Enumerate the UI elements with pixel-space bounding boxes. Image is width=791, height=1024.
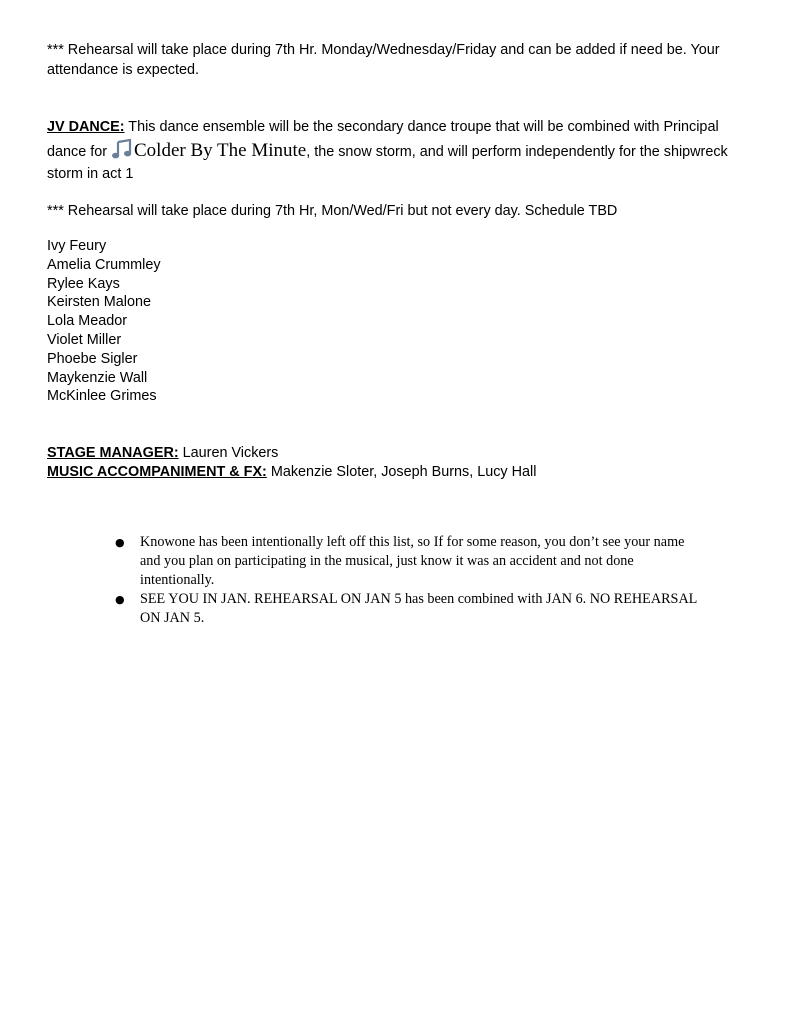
music-accompaniment-line [47, 463, 747, 482]
music-note-icon [111, 138, 132, 160]
list-item: Amelia Crummley [47, 256, 161, 273]
notes-list [93, 533, 703, 628]
document-body [47, 40, 747, 482]
list-item [93, 590, 703, 628]
jv-dance-description: This dance ensemble will be the secondary dance troupe that will be combined with Principal dance for [47, 119, 719, 160]
list-item: Violet Miller [47, 331, 122, 348]
jv-dance-description-end: , the snow storm, and will perform independently for the shipwreck storm in act 1 [47, 144, 728, 182]
music-accompaniment-value: Makenzie Sloter, Joseph Burns, Lucy Hall [266, 464, 537, 481]
song-title: Colder By The Minute [134, 140, 307, 161]
crew-roles [47, 444, 747, 482]
list-item: Ivy Feury [47, 238, 107, 254]
note-text: Knowone has been intentionally left off this list, so If for some reason, you don’t see your name and you plan on participating in the musical, just know it was an accident and not done intentionally. [140, 534, 685, 588]
stage-manager-label: STAGE MANAGER: [47, 445, 179, 462]
list-item: Rylee Kays [47, 275, 120, 292]
jv-dance-heading: JV DANCE: [47, 119, 125, 135]
rehearsal-note-2: *** Rehearsal will take place during 7th Hr, Mon/Wed/Fri but not every day. Schedule TBD [47, 203, 618, 219]
music-accompaniment-label: MUSIC ACCOMPANIMENT & FX: [47, 464, 267, 481]
list-item: Maykenzie Wall [47, 369, 148, 386]
list-item: Lola Meador [47, 313, 127, 330]
list-item: Keirsten Malone [47, 294, 151, 311]
stage-manager-value: Lauren Vickers [178, 445, 279, 462]
jv-dance-paragraph [47, 116, 747, 185]
song-chip [111, 140, 306, 161]
bullet-icon: ● [115, 593, 125, 606]
stage-manager-line [47, 444, 747, 463]
list-item: McKinlee Grimes [47, 388, 157, 405]
jv-dancer-list [47, 237, 747, 406]
list-item [93, 533, 703, 590]
note-text: SEE YOU IN JAN. REHEARSAL ON JAN 5 has been combined with JAN 6. NO REHEARSAL ON JAN 5. [140, 591, 697, 626]
rehearsal-note-1: *** Rehearsal will take place during 7th Hr. Monday/Wednesday/Friday and can be added if need be. Your attendance is expected. [47, 42, 720, 78]
list-item: Phoebe Sigler [47, 350, 138, 367]
bullet-icon: ● [115, 536, 125, 549]
